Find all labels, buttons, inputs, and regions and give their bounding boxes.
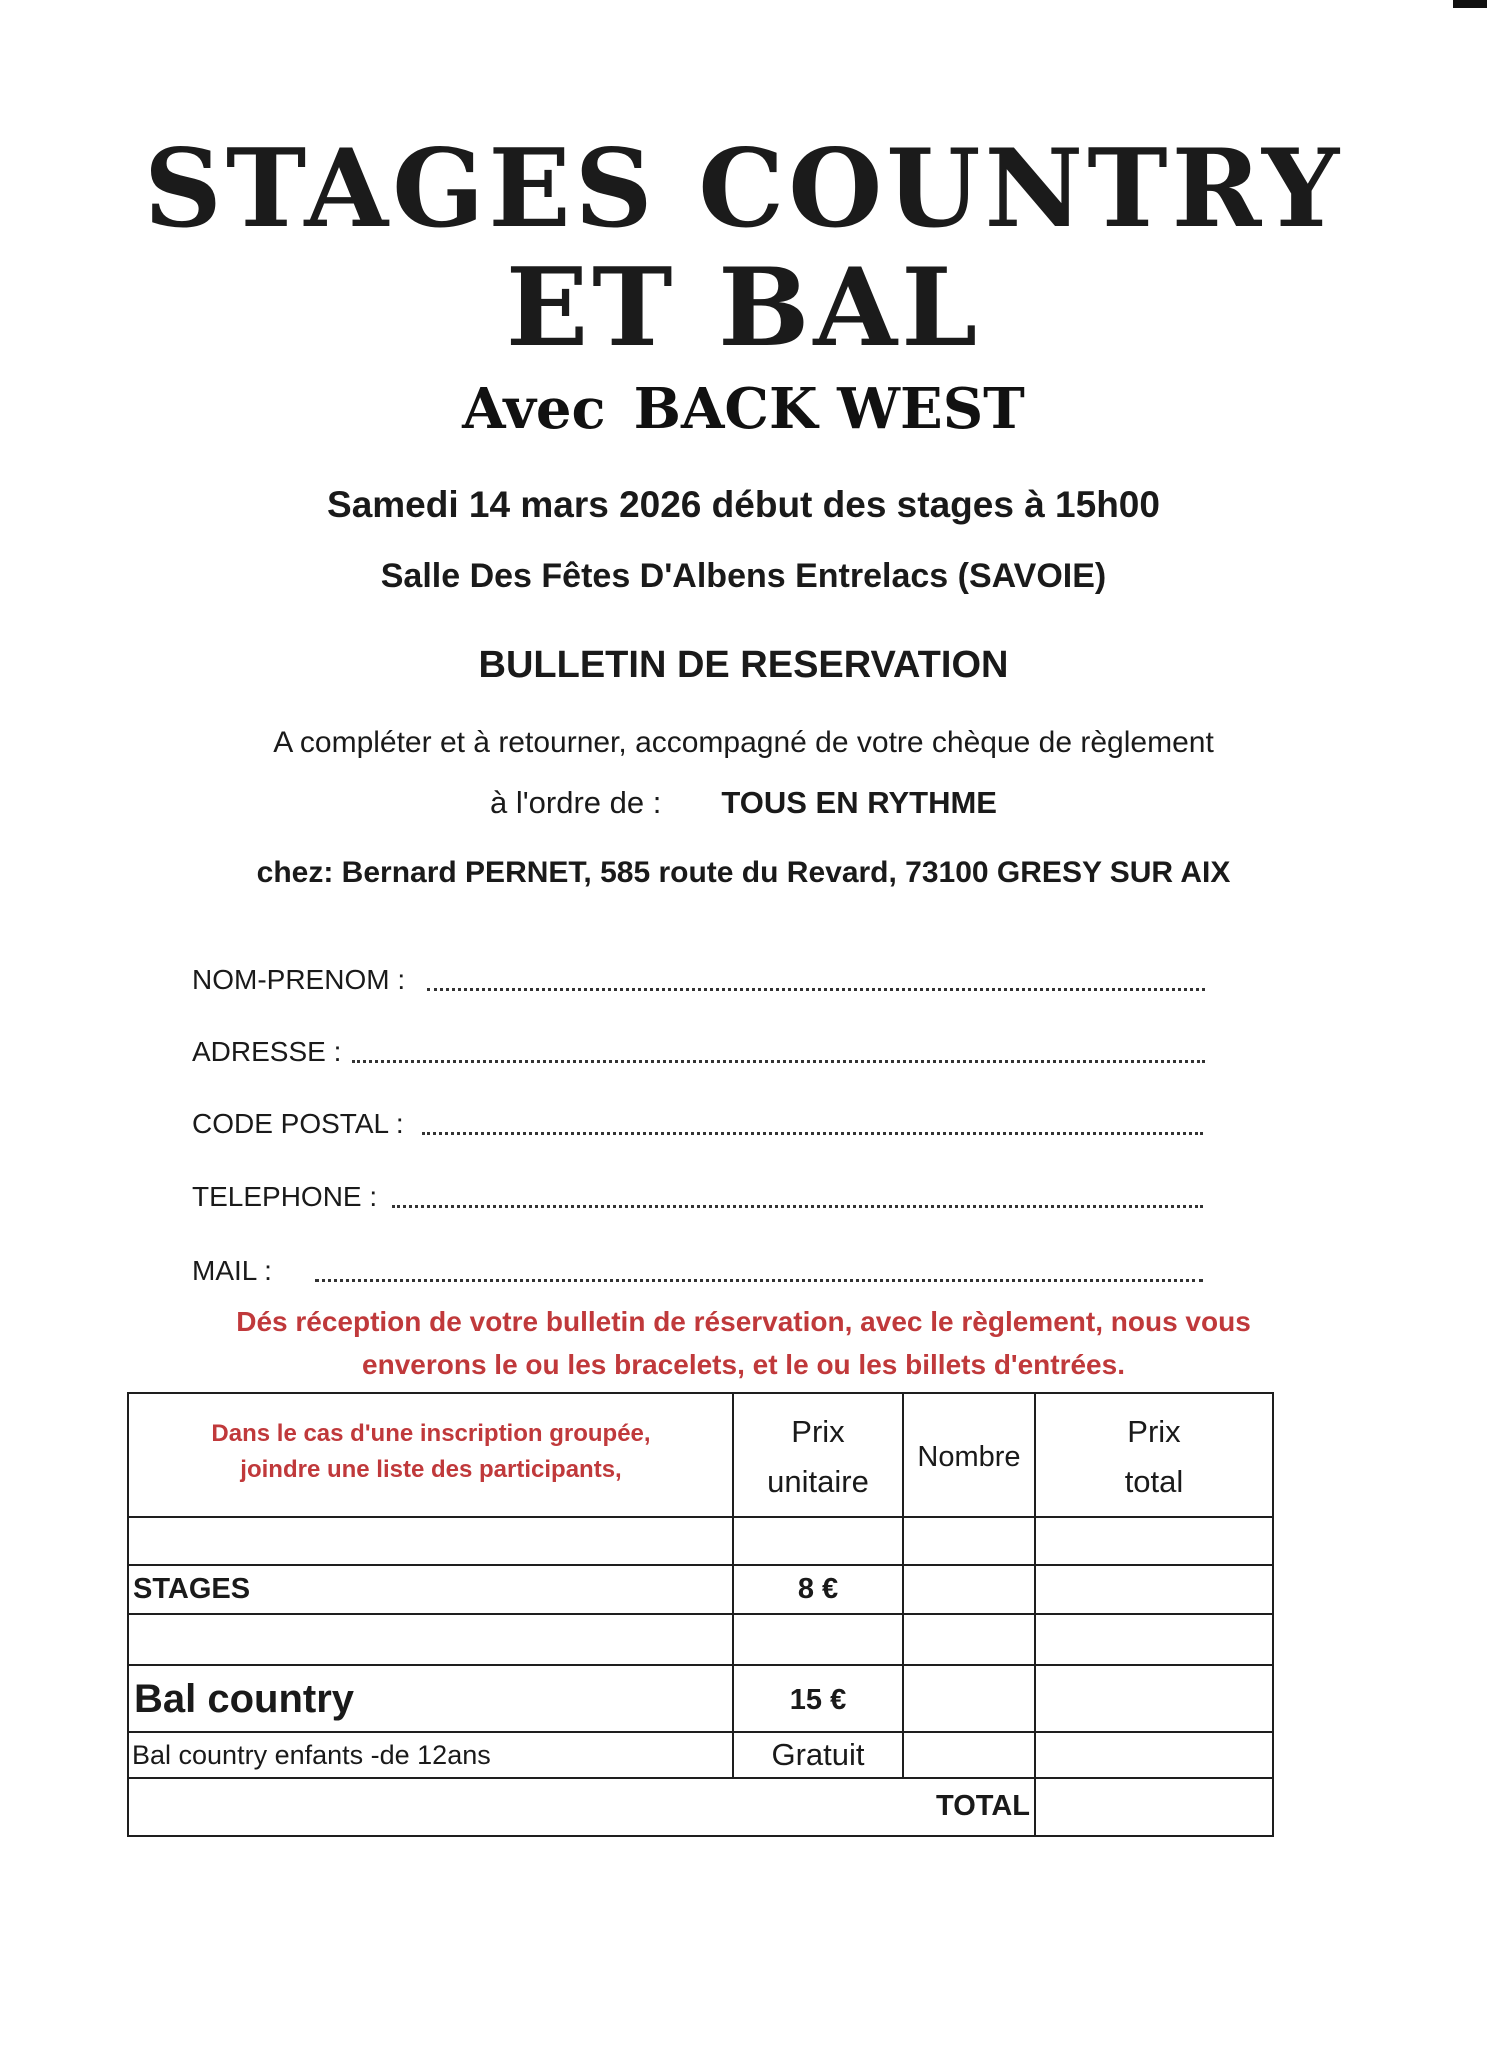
col-total-line-1: Prix [1127, 1414, 1181, 1449]
field-label: MAIL : [192, 1255, 272, 1286]
row-price-bal-enfants: Gratuit [771, 1737, 865, 1772]
col-unit-price-line-1: Prix [791, 1414, 845, 1449]
table-rule [127, 1613, 1274, 1615]
fill-line[interactable] [422, 1132, 1203, 1135]
table-border-top [127, 1392, 1274, 1394]
mailing-address: chez: Bernard PERNET, 585 route du Revard, 73100 GRESY SUR AIX [256, 856, 1231, 889]
col-total-line-2: total [1124, 1464, 1184, 1499]
fill-line[interactable] [352, 1060, 1205, 1063]
scan-corner-mark [1453, 0, 1487, 8]
bulletin-title: BULLETIN DE RESERVATION [478, 644, 1009, 686]
stages-count-cell[interactable] [904, 1566, 1034, 1613]
bal-count-cell[interactable] [904, 1666, 1034, 1731]
bal-total-cell[interactable] [1036, 1666, 1272, 1731]
row-label-stages: STAGES [133, 1573, 251, 1605]
field-mail[interactable] [192, 1257, 272, 1285]
payee-line [0, 787, 1487, 818]
field-label: NOM-PRENOM : [192, 964, 406, 995]
row-price-bal-country: 15 € [789, 1684, 847, 1716]
table-border-left [127, 1392, 129, 1837]
stages-total-cell[interactable] [1036, 1566, 1272, 1613]
table-rule [127, 1516, 1274, 1518]
field-label: ADRESSE : [192, 1036, 342, 1067]
subtitle-band: BACK WEST [633, 376, 1025, 442]
event-date: Samedi 14 mars 2026 début des stages à 15h00 [327, 484, 1160, 525]
field-label: TELEPHONE : [192, 1181, 378, 1212]
instructions: A compléter et à retourner, accompagné de votre chèque de règlement [273, 726, 1214, 759]
fill-line[interactable] [315, 1279, 1203, 1282]
row-price-stages: 8 € [797, 1573, 839, 1605]
notice-line-2: enverons le ou les bracelets, et le ou les billets d'entrées. [362, 1349, 1125, 1380]
enfants-total-cell[interactable] [1036, 1733, 1272, 1777]
total-label: TOTAL [936, 1790, 1030, 1822]
field-telephone[interactable] [192, 1183, 377, 1211]
subtitle-avec: Avec [462, 376, 606, 442]
table-border-right [1272, 1392, 1274, 1837]
title-line-1: STAGES COUNTRY [143, 126, 1344, 252]
title-line-2: ET BAL [505, 245, 982, 371]
group-note-line-1: Dans le cas d'une inscription groupée, [211, 1420, 651, 1447]
col-unit-price-line-2: unitaire [767, 1464, 869, 1499]
enfants-count-cell[interactable] [904, 1733, 1034, 1777]
group-note-line-2: joindre une liste des participants, [240, 1456, 622, 1483]
event-place: Salle Des Fêtes D'Albens Entrelacs (SAVOIE) [380, 557, 1107, 595]
field-code-postal[interactable] [192, 1110, 404, 1138]
field-nom-prenom[interactable] [192, 966, 405, 994]
payee-label: à l'ordre de : [490, 785, 662, 820]
row-label-bal-enfants: Bal country enfants -de 12ans [132, 1740, 491, 1770]
payee-value: TOUS EN RYTHME [721, 785, 997, 820]
grand-total-cell[interactable] [1036, 1779, 1272, 1835]
field-label: CODE POSTAL : [192, 1108, 404, 1139]
fill-line[interactable] [427, 988, 1205, 991]
notice-line-1: Dés réception de votre bulletin de réservation, avec le règlement, nous vous [236, 1306, 1251, 1337]
table-border-bottom [127, 1835, 1274, 1837]
field-adresse[interactable] [192, 1038, 341, 1066]
col-count: Nombre [917, 1441, 1021, 1473]
subtitle [0, 376, 1487, 442]
fill-line[interactable] [392, 1205, 1203, 1208]
row-label-bal-country: Bal country [134, 1677, 355, 1721]
